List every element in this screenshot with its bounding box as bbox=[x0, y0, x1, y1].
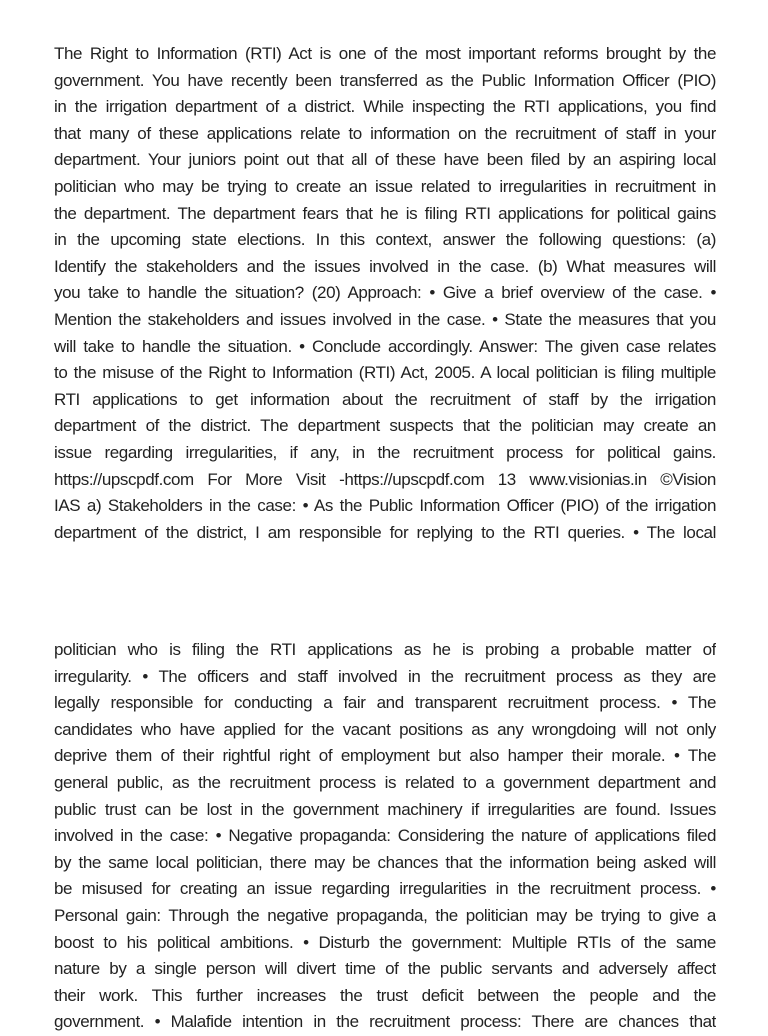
text-line: Identify the stakeholders and the issues involved in the case. (b) What measures will bbox=[54, 256, 716, 276]
text-line: politician who may be trying to create an issue related to irregularities in recruitment in bbox=[54, 176, 716, 196]
text-line: department of the district, I am responsible for replying to the RTI queries. • The local bbox=[54, 522, 716, 542]
text-line: government. • Malafide intention in the recruitment process: There are chances that bbox=[54, 1012, 716, 1032]
text-line: RTI applications to get information about the recruitment of staff by the irrigation bbox=[54, 389, 716, 409]
text-line: Personal gain: Through the negative propaganda, the politician may be trying to give a bbox=[54, 905, 716, 925]
text-line: The Right to Information (RTI) Act is one of the most important reforms brought by the bbox=[54, 44, 716, 63]
text-line: government. You have recently been transferred as the Public Information Officer (PIO) bbox=[54, 70, 716, 90]
text-line: boost to his political ambitions. • Disturb the government: Multiple RTIs of the same bbox=[54, 932, 716, 952]
text-line: you take to handle the situation? (20) Approach: • Give a brief overview of the case. • bbox=[54, 283, 716, 303]
text-line: politician who is filing the RTI applications as he is probing a probable matter of bbox=[54, 640, 716, 659]
text-line: legally responsible for conducting a fair and transparent recruitment process. • The bbox=[54, 693, 716, 713]
text-line: candidates who have applied for the vacant positions as any wrongdoing will not only bbox=[54, 719, 716, 739]
text-line: IAS a) Stakeholders in the case: • As the Public Information Officer (PIO) of the irrigation bbox=[54, 496, 716, 516]
text-line: irregularity. • The officers and staff involved in the recruitment process as they are bbox=[54, 666, 716, 686]
text-line: issue regarding irregularities, if any, in the recruitment process for political gains. bbox=[54, 442, 716, 462]
text-line: by the same local politician, there may be chances that the information being asked will bbox=[54, 852, 716, 872]
text-line: in the irrigation department of a district. While inspecting the RTI applications, you find bbox=[54, 97, 716, 117]
text-line: Mention the stakeholders and issues involved in the case. • State the measures that you bbox=[54, 309, 716, 329]
text-line: that many of these applications relate to information on the recruitment of staff in your bbox=[54, 123, 716, 143]
text-line: https://upscpdf.com For More Visit -https://upscpdf.com 13 www.visionias.in ©Vision bbox=[54, 469, 716, 489]
text-line: the department. The department fears that he is filing RTI applications for political gains bbox=[54, 203, 716, 223]
text-line: will take to handle the situation. • Conclude accordingly. Answer: The given case relates bbox=[54, 336, 716, 356]
text-line: in the upcoming state elections. In this context, answer the following questions: (a) bbox=[54, 230, 716, 250]
document-text-block-bottom bbox=[54, 637, 716, 1036]
document-text-block-top bbox=[54, 41, 716, 546]
text-line: deprive them of their rightful right of employment but also hamper their morale. • The bbox=[54, 746, 716, 766]
text-line: be misused for creating an issue regarding irregularities in the recruitment process. • bbox=[54, 879, 716, 899]
text-line: nature by a single person will divert time of the public servants and adversely affect bbox=[54, 959, 716, 979]
text-line: to the misuse of the Right to Information (RTI) Act, 2005. A local politician is filing multiple bbox=[54, 363, 716, 383]
text-line: department. Your juniors point out that all of these have been filed by an aspiring local bbox=[54, 150, 716, 170]
text-line: their work. This further increases the trust deficit between the people and the bbox=[54, 985, 716, 1005]
text-line: department of the district. The department suspects that the politician may create an bbox=[54, 416, 716, 436]
text-line: involved in the case: • Negative propaganda: Considering the nature of applications filed bbox=[54, 826, 716, 846]
text-line: general public, as the recruitment process is related to a government department and bbox=[54, 772, 716, 792]
text-line: public trust can be lost in the government machinery if irregularities are found. Issues bbox=[54, 799, 716, 819]
